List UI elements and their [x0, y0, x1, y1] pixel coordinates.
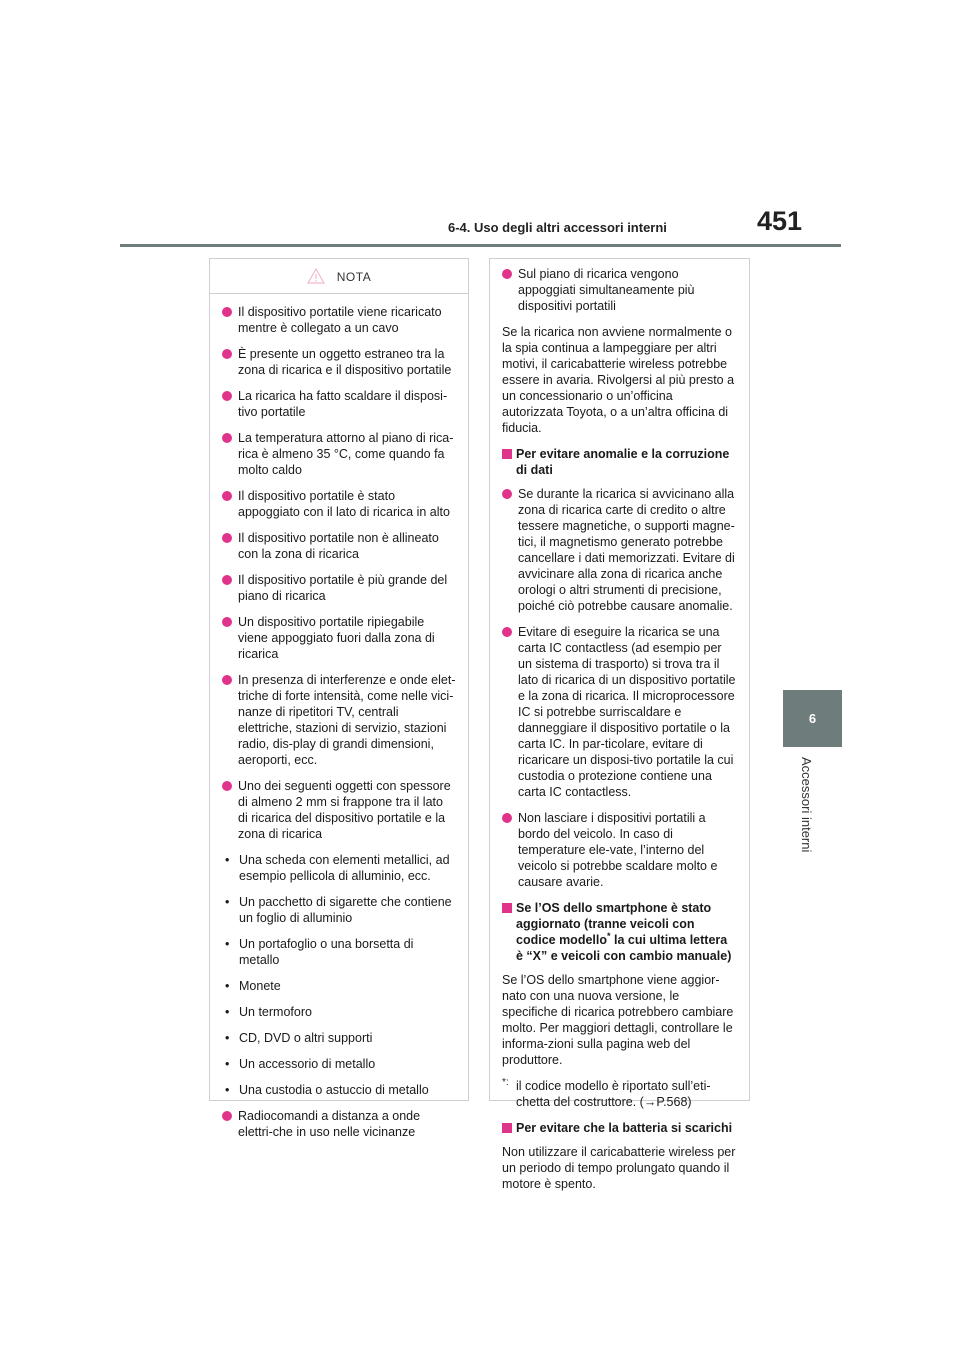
sub-list-item: • Un termoforo — [222, 1004, 456, 1020]
list-item: Se durante la ricarica si avvicinano alla zona di ricarica carte di credito o altre tessere magnetiche, o supporti magne-tici, il magnetismo generato potrebbe cancellare i dati memorizzati. Evitare di avvicinare alla zona di ricarica anche orologi o altri strumenti di precisione, poiché ciò potrebbe causare anomalie. — [502, 486, 737, 614]
sub-list-item: • Una scheda con elementi metallici, ad esempio pellicola di alluminio, ecc. — [222, 852, 456, 884]
nota-box — [209, 258, 469, 1139]
list-item: In presenza di interferenze e onde elet-triche di forte intensità, come nelle vici-nanze di ripetitori TV, centrali elettriche, stazioni di servizio, stazioni radio, dis-play di grandi dimensioni, aeroporti, ecc. — [222, 672, 456, 768]
list-item: Evitare di eseguire la ricarica se una carta IC contactless (ad esempio per un sistema di trasporto) si trova tra il lato di ricarica di un dispositivo portatile e la zona di ricarica. Il microprocessore IC si potrebbe surriscaldare e danneggiare il dispositivo portatile o la carta IC. In par-ticolare, evitare di ricaricare un disposi-tivo portatile la cui custodia o protezione contiene una carta IC contactless. — [502, 624, 737, 800]
list-item: Sul piano di ricarica vengono appoggiati simultaneamente più dispositivi portatili — [502, 266, 737, 314]
paragraph: Se l’OS dello smartphone viene aggior-nato con una nuova versione, le specifiche di ricarica potrebbero cambiare molto. Per maggiori dettagli, controllare le informa-zioni sulla pagina web del produttore. — [502, 973, 734, 1067]
nota-list — [222, 304, 456, 1140]
list-item: Il dispositivo portatile è stato appoggiato con il lato di ricarica in alto — [222, 488, 456, 520]
sub-list-item: • Una custodia o astuccio di metallo — [222, 1082, 456, 1098]
sub-list-item: • Un pacchetto di sigarette che contiene un foglio di alluminio — [222, 894, 456, 926]
nota-divider — [210, 293, 468, 294]
paragraph: Se la ricarica non avviene normalmente o la spia continua a lampeggiare per altri motivi, il caricabatterie wireless potrebbe essere in avaria. Rivolgersi al più presto a un concessionario o un’officina autorizzata Toyota, o a un’altra officina di fiducia. — [502, 325, 735, 435]
page-header — [0, 0, 960, 260]
list-item: Un dispositivo portatile ripiegabile viene appoggiato fuori dalla zona di ricarica — [222, 614, 456, 662]
footnote-ref: * — [607, 930, 611, 941]
sub-list-item: • CD, DVD o altri supporti — [222, 1030, 456, 1046]
list-item: Radiocomandi a distanza a onde elettri-che in uso nelle vicinanze — [222, 1108, 456, 1140]
subheading-data-corruption: Per evitare anomalie e la corruzione di dati — [502, 446, 737, 478]
chapter-tab — [783, 690, 842, 747]
subheading-battery: Per evitare che la batteria si scarichi — [502, 1120, 737, 1136]
list-item: Il dispositivo portatile non è allineato con la zona di ricarica — [222, 530, 456, 562]
sub-list-item: • Un portafoglio o una borsetta di metallo — [222, 936, 456, 968]
footnote-text: il codice modello è riportato sull’eti-chetta del costruttore. (→P.568) — [516, 1079, 711, 1109]
chapter-tab-number: 6 — [808, 711, 817, 726]
right-column — [489, 258, 750, 1191]
sub-list-item: • Un accessorio di metallo — [222, 1056, 456, 1072]
subheading-os-part-b: la cui ultima lettera è “X” e veicoli con cambio manuale) — [516, 933, 732, 963]
section-title: 6-4. Uso degli altri accessori interni — [448, 220, 667, 235]
page-number: 451 — [757, 206, 803, 236]
list-item: Non lasciare i dispositivi portatili a bordo del veicolo. In caso di temperature ele-vate, l’interno del veicolo si potrebbe scaldare molto e causare avarie. — [502, 810, 737, 890]
list-item: La ricarica ha fatto scaldare il disposi-tivo portatile — [222, 388, 456, 420]
nota-label: NOTA — [336, 270, 372, 284]
chapter-side-label — [796, 757, 816, 907]
list-item: Il dispositivo portatile è più grande del piano di ricarica — [222, 572, 456, 604]
warning-triangle-icon — [307, 268, 325, 284]
footnote-mark: *: — [502, 1077, 509, 1088]
header-rule — [120, 244, 841, 247]
paragraph: Non utilizzare il caricabatterie wireless per un periodo di tempo prolungato quando il motore è spento. — [502, 1145, 736, 1191]
footnote — [502, 1078, 737, 1110]
sub-list-item: • Monete — [222, 978, 456, 994]
subheading-os-part-a: Se l’OS dello smartphone è stato aggiornato (tranne veicoli con codice modello — [516, 901, 712, 947]
chapter-label-text: Accessori interni — [799, 757, 814, 853]
subheading-os-update — [502, 900, 737, 964]
nota-header — [222, 268, 456, 285]
list-item: È presente un oggetto estraneo tra la zona di ricarica e il dispositivo portatile — [222, 346, 456, 378]
list-item: La temperatura attorno al piano di rica-rica è almeno 35 °C, come quando fa molto caldo — [222, 430, 456, 478]
list-item: Uno dei seguenti oggetti con spessore di almeno 2 mm si frappone tra il lato di ricarica del dispositivo portatile e la zona di ricarica — [222, 778, 456, 842]
list-item: Il dispositivo portatile viene ricaricato mentre è collegato a un cavo — [222, 304, 456, 336]
